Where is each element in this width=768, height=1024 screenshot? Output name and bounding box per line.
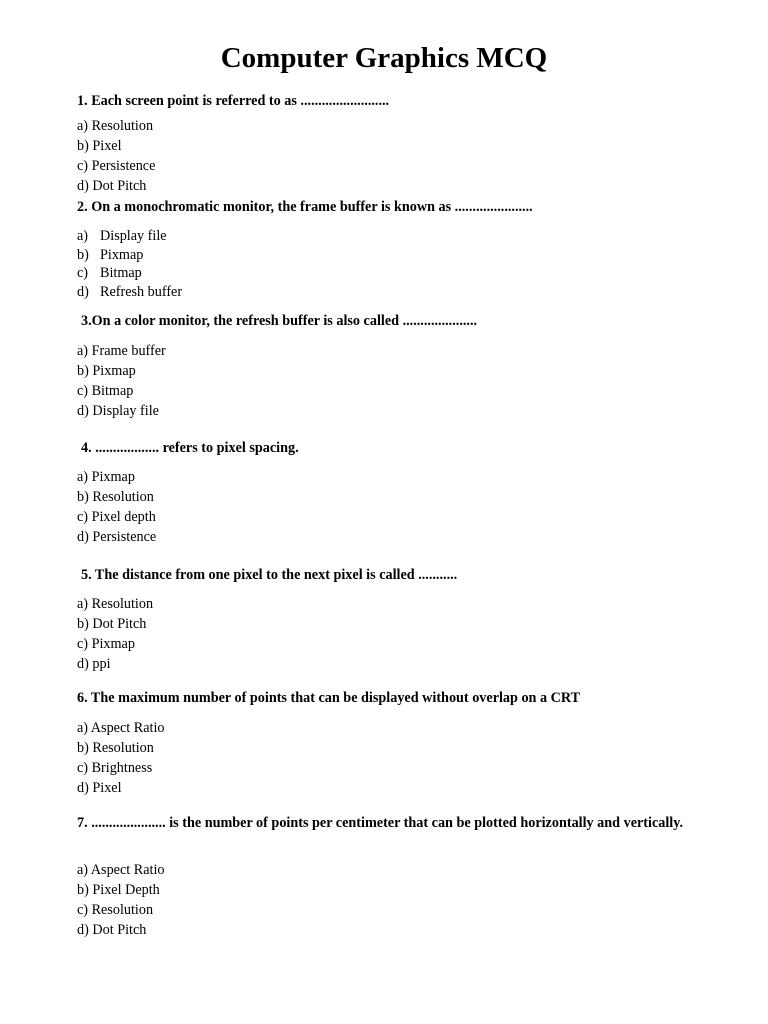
option-5a: a) Resolution: [77, 596, 154, 612]
options-list-3: [77, 341, 166, 421]
options-list-6: [77, 718, 164, 798]
option-5b: b) Dot Pitch: [77, 616, 147, 632]
question-1: 1. Each screen point is referred to as .........................: [77, 93, 390, 109]
option-7d: d) Dot Pitch: [77, 922, 147, 938]
option-2c: c) Bitmap: [77, 265, 142, 282]
page-title: Computer Graphics MCQ: [220, 42, 548, 74]
option-2d: d) Refresh buffer: [77, 284, 183, 301]
option-4b: b) Resolution: [77, 489, 154, 505]
option-3b: b) Pixmap: [77, 363, 136, 379]
option-1d: d) Dot Pitch: [77, 178, 147, 194]
options-list-2: [77, 227, 182, 302]
option-2b: b) Pixmap: [77, 246, 144, 263]
option-7b: b) Pixel Depth: [77, 882, 160, 898]
options-list-4: [77, 467, 156, 547]
option-4c: c) Pixel depth: [77, 509, 156, 525]
option-1a: a) Resolution: [77, 118, 154, 134]
option-3a: a) Frame buffer: [77, 343, 166, 359]
question-2: 2. On a monochromatic monitor, the frame buffer is known as ......................: [77, 199, 533, 215]
options-list-7: [77, 860, 164, 940]
option-6d: d) Pixel: [77, 780, 122, 796]
option-6c: c) Brightness: [77, 760, 153, 776]
option-7a: a) Aspect Ratio: [77, 862, 165, 878]
option-4d: d) Persistence: [77, 529, 157, 545]
options-list-1: [77, 116, 155, 196]
option-5d: d) ppi: [77, 656, 111, 672]
option-2a: a) Display file: [77, 228, 167, 244]
option-4a: a) Pixmap: [77, 469, 135, 485]
option-5c: c) Pixmap: [77, 636, 135, 652]
option-3d: d) Display file: [77, 403, 159, 419]
question-7: 7. ..................... is the number of points per centimeter that can be plotted horizontally and vertically.: [77, 815, 684, 831]
option-6a: a) Aspect Ratio: [77, 720, 165, 736]
question-6: 6. The maximum number of points that can be displayed without overlap on a CRT: [77, 690, 581, 706]
options-list-5: [77, 594, 153, 674]
option-1c: c) Persistence: [77, 158, 156, 174]
question-5: 5. The distance from one pixel to the next pixel is called ...........: [81, 567, 458, 583]
question-4: 4. .................. refers to pixel spacing.: [81, 440, 299, 456]
question-3: 3.On a color monitor, the refresh buffer is also called .....................: [81, 313, 478, 329]
option-6b: b) Resolution: [77, 740, 154, 756]
option-3c: c) Bitmap: [77, 383, 134, 399]
option-1b: b) Pixel: [77, 138, 122, 154]
option-7c: c) Resolution: [77, 902, 154, 918]
